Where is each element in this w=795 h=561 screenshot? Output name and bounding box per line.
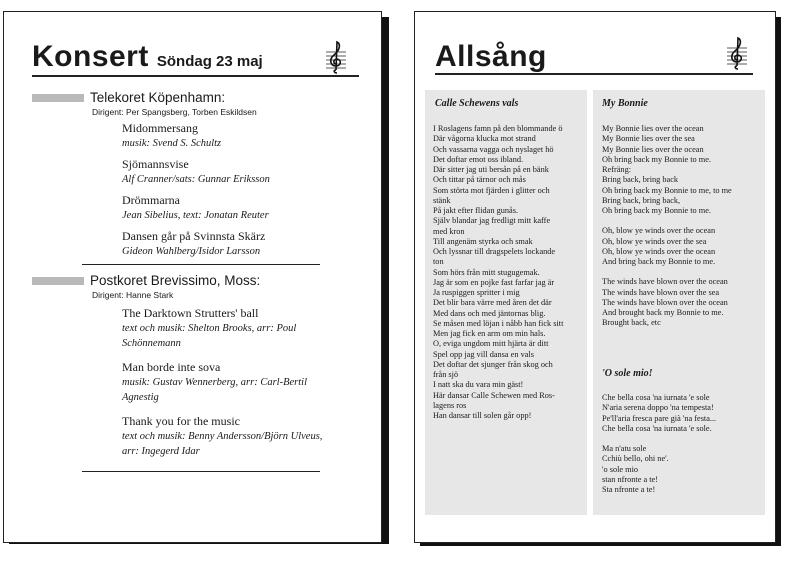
lyric-line: stänk — [433, 195, 451, 205]
lyric-line: Som hörs från mitt stugugemak. — [433, 267, 540, 277]
stanza-gap — [602, 216, 732, 226]
lyric-line: Che bella cosa 'na iurnata 'e sole — [602, 393, 710, 402]
song-lyrics — [602, 393, 716, 495]
lyric-line: Det doftar det sjunger från skog och — [433, 359, 553, 369]
choir-marker-bar — [32, 277, 84, 285]
lyric-line: The winds have blown over the sea — [602, 287, 720, 297]
lyric-line: Ma n'atu sole — [602, 444, 647, 453]
treble-clef-icon — [727, 36, 747, 70]
lyric-line: Han dansar till solen går opp! — [433, 411, 532, 420]
lyric-line: Men jag fick en arm om min hals. — [433, 329, 546, 338]
lyric-line: Oh bring back my Bonnie to me, to me — [602, 185, 732, 195]
piece-credit: musik: Gustav Wennerberg, arr: Carl-Bertil — [122, 377, 307, 388]
song-title: 'O sole mio! — [602, 368, 653, 379]
lyric-line: Där vågorna klucka mot strand — [433, 134, 536, 144]
singalong-title-row — [435, 40, 547, 74]
lyric-line: Oh bring back my Bonnie to me. — [602, 206, 711, 215]
piece-item — [122, 229, 352, 259]
lyric-line: Bring back, bring back — [602, 175, 679, 185]
piece-credit: Gideon Wahlberg/Isidor Larsson — [122, 246, 261, 257]
lyric-line: Spel opp jag vill dansa en vals — [433, 349, 534, 359]
concert-date: Söndag 23 maj — [156, 53, 263, 70]
piece-title: Drömmarna — [122, 193, 180, 207]
piece-credit: musik: Svend S. Schultz — [122, 138, 222, 149]
lyric-line: Själv blandar jag fredligt mitt kaffe — [433, 216, 551, 226]
piece-item — [122, 306, 352, 351]
title-underline — [32, 75, 359, 77]
section-divider — [82, 264, 320, 265]
song-column-left — [425, 90, 587, 515]
lyric-line: Och tittar på tärnor och mås — [433, 175, 526, 185]
lyric-line: Se måsen med löjan i nåbb han fick sitt — [433, 318, 564, 328]
lyric-line: And bring back my Bonnie to me. — [602, 257, 716, 266]
piece-title: Man borde inte sova — [122, 360, 221, 374]
lyric-line: N'aria serena doppo 'na tempesta! — [602, 403, 714, 413]
lyric-line: And brought back my Bonnie to me. — [602, 308, 724, 317]
choir-name: Postkoret Brevissimo, Moss: — [90, 273, 261, 288]
piece-credit: Agnestig — [122, 392, 159, 403]
lyric-line: Ja ruspiggen spritter i mig — [433, 288, 520, 297]
lyric-line: I natt ska du vara min gäst! — [433, 380, 524, 390]
lyric-line: ton — [433, 257, 444, 267]
lyric-line: Sta nfronte a te! — [602, 485, 656, 494]
stanza-gap — [602, 267, 732, 277]
lyric-line: Oh, blow ye winds over the ocean — [602, 226, 716, 236]
piece-title: Sjömannsvise — [122, 157, 189, 171]
lyric-line: My Bonnie lies over the ocean — [602, 124, 704, 133]
piece-credit: Alf Cranner/sats: Gunnar Eriksson — [122, 174, 270, 185]
page-title: Allsång — [435, 40, 547, 73]
choir-director: Dirigent: Per Spangsberg, Torben Eskildsen — [92, 107, 257, 117]
concert-page — [3, 11, 382, 543]
lyric-line: Det blir bara värre med åren det där — [433, 298, 552, 308]
piece-title: The Darktown Strutters' ball — [122, 306, 259, 320]
lyric-line: Che bella cosa 'na iurnata 'e sole. — [602, 423, 712, 433]
piece-credit: text och musik: Benny Andersson/Björn Ulveus, — [122, 431, 323, 442]
lyric-line: My Bonnie lies over the sea — [602, 134, 695, 144]
piece-item — [122, 157, 352, 187]
lyric-line: Jag är som en pojke fast farfar jag är — [433, 277, 555, 287]
piece-item — [122, 193, 352, 223]
lyric-line: Brought back, etc — [602, 318, 661, 328]
lyric-line: med kron — [433, 226, 465, 236]
lyric-line: O, eviga ungdom mitt hjärta är ditt — [433, 339, 549, 349]
lyric-line: lagens ros — [433, 400, 467, 410]
choir-name: Telekoret Köpenhamn: — [90, 90, 226, 105]
choir-marker-bar — [32, 94, 84, 102]
song-title: My Bonnie — [602, 98, 648, 109]
lyric-line: The winds have blown over the ocean — [602, 277, 728, 287]
lyric-line: Oh bring back my Bonnie to me. — [602, 154, 711, 164]
lyric-line: Till angenäm styrka och smak — [433, 236, 533, 246]
lyric-line: från sjö — [433, 370, 459, 379]
song-lyrics — [602, 124, 732, 329]
piece-credit: Schönnemann — [122, 338, 181, 349]
page-title: Konsert — [32, 40, 149, 73]
piece-credit: arr: Ingegerd Idar — [122, 446, 200, 457]
lyric-line: Här dansar Calle Schewen med Ros- — [433, 390, 555, 400]
lyric-line: Som störta mot fjärden i glitter och — [433, 185, 550, 195]
lyric-line: The winds have blown over the ocean — [602, 297, 728, 307]
lyric-line: Med dans och med jäntornas blig. — [433, 308, 546, 318]
piece-item — [122, 121, 352, 151]
choir-brevissimo — [32, 273, 352, 303]
singalong-page — [414, 11, 776, 543]
song-lyrics — [433, 124, 563, 421]
section-divider — [82, 471, 320, 472]
concert-title-row — [32, 40, 263, 74]
piece-credit: text och musik: Shelton Brooks, arr: Poul — [122, 323, 297, 334]
choir-director: Dirigent: Hanne Stark — [92, 290, 174, 300]
piece-item — [122, 360, 352, 405]
lyric-line: Cchiù bello, ohi ne'. — [602, 454, 669, 464]
song-column-right — [593, 90, 765, 515]
lyric-line: stan nfronte a te! — [602, 474, 658, 484]
lyric-line: I Roslagens famn på den blommande ö — [433, 124, 563, 133]
piece-credit: Jean Sibelius, text: Jonatan Reuter — [122, 210, 269, 221]
lyric-line: Oh, blow ye winds over the sea — [602, 236, 707, 246]
treble-clef-icon — [326, 40, 346, 74]
piece-title: Thank you for the music — [122, 414, 240, 428]
title-underline — [435, 73, 753, 75]
lyric-line: På jakt efter flidan gunås. — [433, 206, 519, 215]
lyric-line: Och lyssnar till dragspelets lockande — [433, 247, 556, 256]
lyric-line: Och vassarna vagga och nyslaget hö — [433, 144, 554, 154]
piece-item — [122, 414, 352, 459]
stanza-gap — [602, 434, 716, 444]
lyric-line: Pe'll'aria fresca pare già 'na festa... — [602, 413, 717, 423]
piece-title: Dansen går på Svinnsta Skärz — [122, 229, 266, 243]
lyric-line: Där sitter jag uti bersån på en bänk — [433, 165, 549, 174]
lyric-line: Det doftar emot oss ibland. — [433, 154, 524, 164]
lyric-line: Oh, blow ye winds over the ocean — [602, 246, 716, 256]
piece-title: Midommersang — [122, 121, 198, 135]
lyric-line: Bring back, bring back, — [602, 195, 681, 205]
song-title: Calle Schewens vals — [435, 98, 519, 109]
lyric-line: 'o sole mio — [602, 464, 639, 474]
lyric-line: Refräng: — [602, 165, 632, 174]
lyric-line: My Bonnie lies over the ocean — [602, 144, 704, 154]
choir-telekoret — [32, 90, 352, 120]
